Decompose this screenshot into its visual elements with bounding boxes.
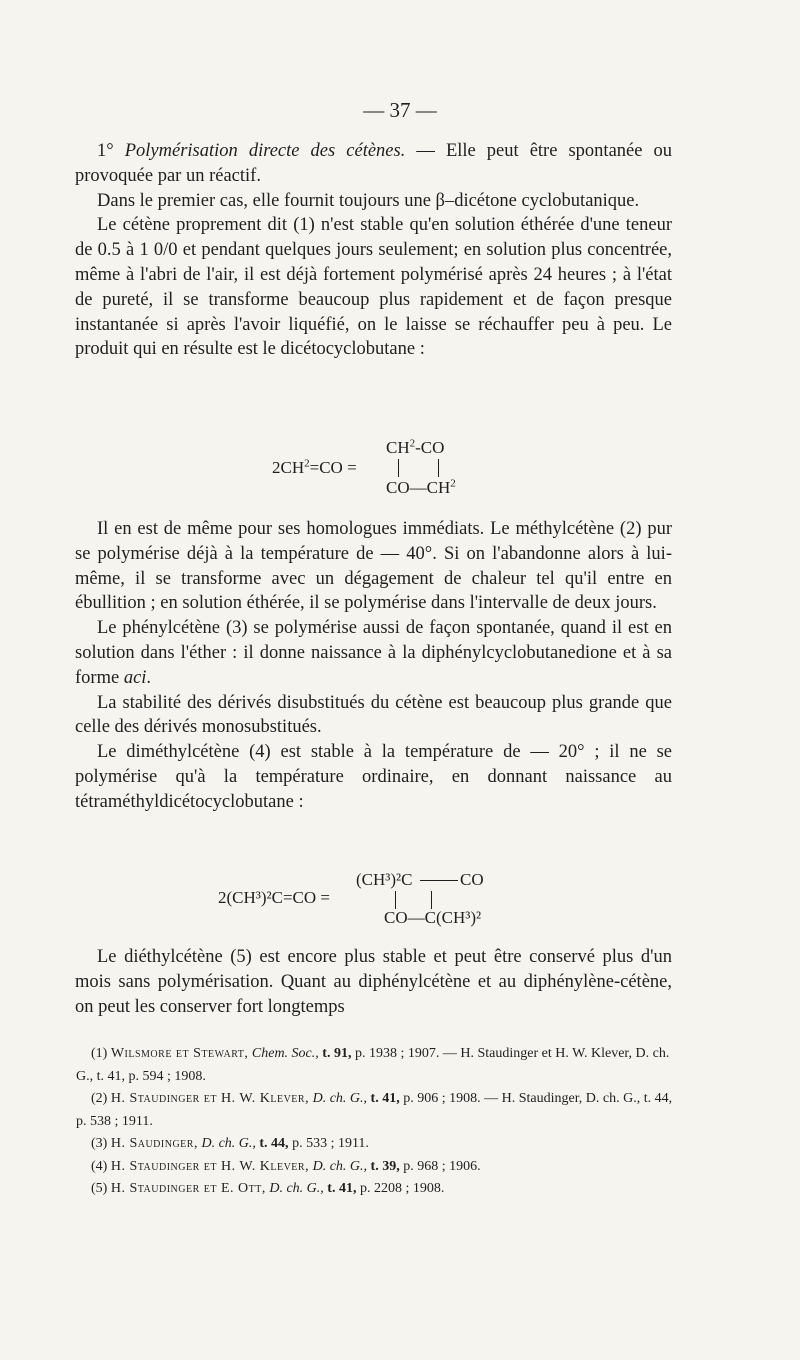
footnote-1: (1) Wilsmore et Stewart, Chem. Soc., t. 91, p. 1938 ; 1907. — H. Staudinger et H. W. Klever, D. ch. G., t. 41, p. 594 ; 1908. [76, 1046, 670, 1084]
formula-1-bond-left [398, 459, 399, 477]
formula-2-bottom: CO—C(CH³)² [384, 908, 482, 927]
section-number: 1° [97, 141, 114, 161]
footnote-2: (2) H. Staudinger et H. W. Klever, D. ch. G., t. 41, p. 906 ; 1908. — H. Staudinger, D. ch. G., t. 44, p. 538 ; 1911. [76, 1091, 673, 1129]
formula-2-top-right: CO [460, 870, 484, 889]
formula-2-top-left: (CH³)²C [356, 870, 413, 889]
footnotes [76, 1043, 676, 1201]
text-block-3 [75, 945, 672, 1019]
paragraph-phenylcetene: Le phénylcétène (3) se polymérise aussi de façon spontanée, quand il est en solution dans l'éther : il donne naissance à la diphénylcyclobutanedione et à sa forme aci. [75, 618, 672, 688]
text-block-1 [75, 139, 672, 362]
formula-2-bond-right [431, 891, 432, 909]
formula-1-lhs: $2CH^2=CO$ = [272, 457, 357, 477]
formula-1-bond-right [438, 459, 439, 477]
formula-1-bottom: $CO—CH^2$ [386, 477, 456, 497]
formula-2-bond-top [420, 880, 458, 881]
formula-2-bond-left [395, 891, 396, 909]
footnote-3: (3) H. Saudinger, D. ch. G., t. 44, p. 533 ; 1911. [91, 1136, 369, 1151]
paragraph-diethylcetene: Le diéthylcétène (5) est encore plus stable et peut être conservé plus d'un mois sans polymérisation. Quant au diphénylcétène et au diphénylène-cétène, on peut les conserver fort longtemps [75, 947, 672, 1017]
paragraph-premier-cas: Dans le premier cas, elle fournit toujours une β–dicétone cyclobutanique. [97, 190, 640, 211]
footnote-5: (5) H. Staudinger et E. Ott, D. ch. G., t. 41, p. 2208 ; 1908. [91, 1181, 445, 1196]
paragraph-dimethylcetene: Le diméthylcétène (4) est stable à la température de — 20° ; il ne se polymérise qu'à la température ordinaire, en donnant naissance au tétraméthyldicétocyclobutane : [75, 742, 672, 812]
formula-2-lhs: 2(CH³)²C=CO = [218, 888, 331, 907]
paragraph-cetene: Le cétène proprement dit (1) n'est stable qu'en solution éthérée d'une teneur de 0.5 à 1 0/0 et pendant quelques jours seulement; en solution plus concentrée, même à l'abri de l'air, il est déjà fortement polymérisé après 24 heures ; à l'état de pureté, il se transforme beaucoup plus rapidement et de façon presque instantanée si après l'avoir liquéfié, on le laisse se réchauffer peu à peu. Le produit qui en résulte est le dicétocyclobutane : [75, 215, 672, 360]
section-heading: Polymérisation directe des cétènes. [124, 141, 406, 161]
paragraph-stabilite: La stabilité des dérivés disubstitués du cétène est beaucoup plus grande que celle des dérivés monosubstitués. [75, 692, 672, 738]
formula-1-top: $CH^2-CO$ [386, 437, 445, 457]
paragraph-polymerisation-directe [75, 139, 672, 189]
text-block-2 [75, 517, 672, 815]
paragraph-homologues: Il en est de même pour ses homologues immédiats. Le méthylcétène (2) pur se polymérise déjà à la température de — 40°. Si on l'abandonne alors à lui-même, il se transforme avec un dégagement de chaleur tel qu'il entre en ébullition ; en solution éthérée, il se polymérise dans l'intervalle de deux jours. [75, 519, 672, 614]
footnote-4: (4) H. Staudinger et H. W. Klever, D. ch. G., t. 39, p. 968 ; 1906. [91, 1158, 481, 1174]
page-number: — 37 — [363, 98, 437, 122]
paragraph-text: — Elle peut être spontanée ou provoquée par un réactif. [75, 141, 673, 186]
